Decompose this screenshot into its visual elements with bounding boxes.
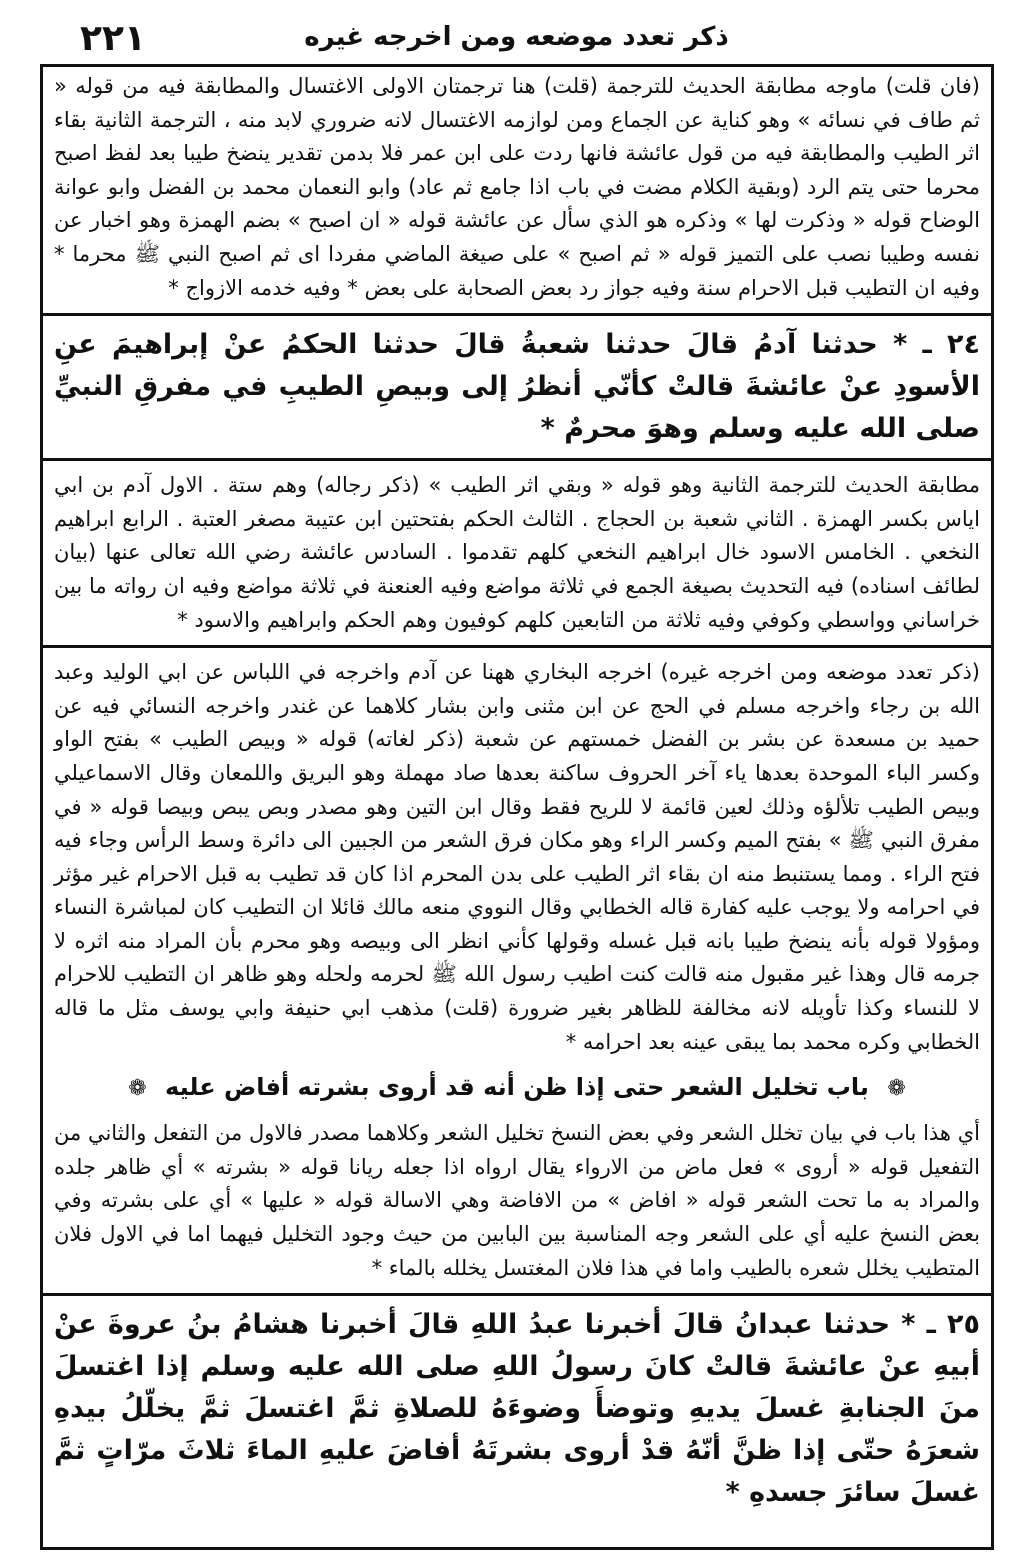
ornament-icon: ❁ xyxy=(128,1076,147,1102)
chapter-heading xyxy=(50,1065,984,1111)
divider xyxy=(40,313,994,316)
page-header xyxy=(40,18,993,62)
divider xyxy=(40,458,994,461)
running-title: ذكر تعدد موضعه ومن اخرجه غيره xyxy=(304,22,729,52)
chapter-title: باب تخليل الشعر حتى إذا ظن أنه قد أروى بشرته أفاض عليه xyxy=(165,1073,869,1102)
divider xyxy=(40,1293,994,1296)
page-body xyxy=(50,70,984,1514)
ornament-icon: ❁ xyxy=(887,1076,906,1102)
commentary-paragraph-1: (فان قلت) ماوجه مطابقة الحديث للترجمة (قلت) هنا ترجمتان الاولى الاغتسال والمطابقة فيه من قوله « ثم طاف في نسائه » وهو كناية عن الجماع ومن لوازمه الاغتسال لانه ضروري لابد منه ، الترجمة الثانية بقاء اثر الطيب والمطابقة فيه من قول عائشة فانها ردت على ابن عمر فلا بدمن تقدير ينضخ طيبا بعد لفظ اصبح محرما حتى يتم الرد (وبقية الكلام مضت في باب اذا جامع ثم عاد) وابو النعمان محمد بن الفضل وابو عوانة الوضاح قوله « وذكرت لها » وذكره هو الذي سأل عن عائشة قوله « ان اصبح » بضم الهمزة وهو اخبار عن نفسه وطيبا نصب على التميز قوله « ثم اصبح » على صيغة الماضي مفردا اى ثم اصبح النبي ﷺ محرما * وفيه ان التطيب قبل الاحرام سنة وفيه جواز رد بعض الصحابة على بعض * وفيه خدمه الازواج * xyxy=(54,74,980,300)
hadith-24: ٢٤ ـ * حدثنا آدمُ قالَ حدثنا شعبةُ قالَ حدثنا الحكمُ عنْ إبراهيمَ عنِ الأسودِ عنْ عائشةَ قالتْ كأنّي أنظرُ إلى وبيصِ الطيبِ في مفرقِ النبيِّ صلى الله عليه وسلم وهوَ محرمٌ * xyxy=(54,329,980,445)
commentary-paragraph-2: مطابقة الحديث للترجمة الثانية وهو قوله « وبقي اثر الطيب » (ذكر رجاله) وهم ستة . الاول آدم بن ابي اياس بكسر الهمزة . الثاني شعبة بن الحجاج . الثالث الحكم بفتحتين ابن عتيبة مصغر العتبة . الرابع ابراهيم النخعي . الخامس الاسود خال ابراهيم النخعي كلهم تقدموا . السادس عائشة رضي الله تعالى عنها (بيان لطائف اسناده) فيه التحديث بصيغة الجمع في ثلاثة مواضع وفيه العنعنة في ثلاثة مواضع وفيه ان رواته ما بين خراساني وواسطي وكوفي وفيه ثلاثة من التابعين كلهم كوفيون وهم الحكم وابراهيم والاسود * xyxy=(54,473,980,632)
hadith-25: ٢٥ ـ * حدثنا عبدانُ قالَ أخبرنا عبدُ اللهِ قالَ أخبرنا هشامُ بنُ عروةَ عنْ أبيهِ عنْ عائشةَ قالتْ كانَ رسولُ اللهِ صلى الله عليه وسلم إذا اغتسلَ منَ الجنابةِ غسلَ يديهِ وتوضأَ وضوءَهُ للصلاةِ ثمَّ اغتسلَ ثمَّ يخلّلُ بيدهِ شعرَهُ حتّى إذا ظنَّ أنّهُ قدْ أروى بشرتَهُ أفاضَ عليهِ الماءَ ثلاثَ مرّاتٍ ثمَّ غسلَ سائرَ جسدهِ * xyxy=(54,1309,980,1509)
divider xyxy=(40,645,994,648)
page-number: ٢٢١ xyxy=(80,18,146,59)
commentary-paragraph-3: (ذكر تعدد موضعه ومن اخرجه غيره) اخرجه البخاري ههنا عن آدم واخرجه في اللباس عن ابي الوليد وعبد الله بن رجاء واخرجه مسلم في الحج عن ابن مثنى وابن بشار كلاهما عن غندر واخرجه النسائي فيه عن حميد بن مسعدة عن بشر بن الفضل خمستهم عن شعبة (ذكر لغاته) قوله « وبيص الطيب » بفتح الواو وكسر الباء الموحدة بعدها ياء آخر الحروف ساكنة بعدها صاد مهملة وهو البريق واللمعان وقال الاسماعيلي وبيص الطيب تلألؤه وذلك لعين قائمة لا للريح فقط وقال ابن التين وهو مصدر وبص يبص وبيصا قوله « في مفرق النبي ﷺ » بفتح الميم وكسر الراء وهو مكان فرق الشعر من الجبين الى دائرة وسط الرأس وجاء فيه فتح الراء . ومما يستنبط منه ان بقاء اثر الطيب على بدن المحرم اذا كان قد تطيب به قبل الاحرام غير مؤثر في احرامه ولا يوجب عليه كفارة قاله الخطابي وقال النووي منعه مالك قائلا ان التطيب كان لمباشرة النساء ومؤولا قوله بأنه ينضخ طيبا بانه قبل غسله وقولها كأني انظر الى وبيصه وهو محرم بأن المراد منه اثره لا جرمه قال وهذا غير مقبول منه قالت كنت اطيب رسول الله ﷺ لحرمه ولحله وهو ظاهر ان التطيب للاحرام لا للنساء وكذا تأويله لانه مخالفة للظاهر بغير ضرورة (قلت) مذهب ابي حنيفة وابي يوسف مثل ما قاله الخطابي وكره محمد بما يبقى عينه بعد احرامه * xyxy=(54,660,980,1054)
commentary-paragraph-4: أي هذا باب في بيان تخلل الشعر وفي بعض النسخ تخليل الشعر وكلاهما مصدر فالاول من التفعل والثاني من التفعيل قوله « أروى » فعل ماض من الارواء يقال ارواه اذا جعله ريانا قوله « بشرته » أي ظاهر جلده والمراد به ما تحت الشعر قوله « افاض » من الافاضة وهي الاسالة قوله « عليها » أي على بشرته وفي بعض النسخ عليه أي على الشعر وجه المناسبة بين البابين من حيث وجود التخليل فيهما اما في الاول فلان المتطيب يخلل شعره بالطيب واما في هذا فلان المغتسل يخلله بالماء * xyxy=(54,1121,980,1280)
